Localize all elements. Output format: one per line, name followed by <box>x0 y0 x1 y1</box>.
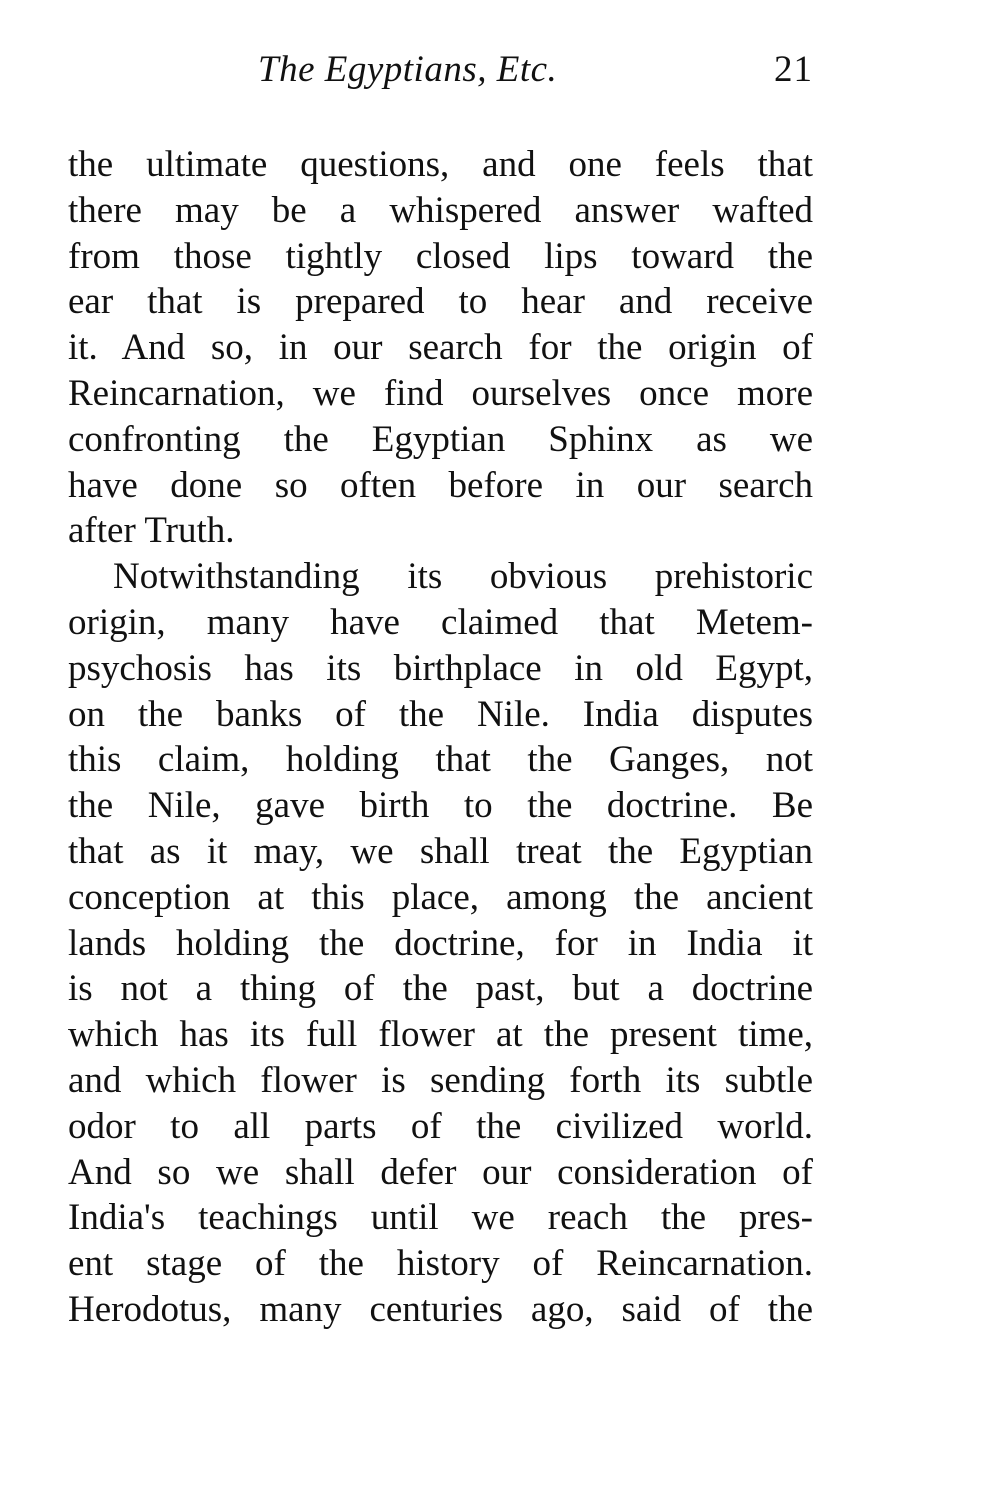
text-line: this claim, holding that the Ganges, not <box>68 739 813 781</box>
text-line: it. And so, in our search for the origin of <box>68 327 813 369</box>
text-line: which has its full flower at the present time, <box>68 1014 813 1056</box>
running-title: The Egyptians, Etc. <box>258 49 558 90</box>
text-line: conception at this place, among the ancient <box>68 876 813 918</box>
text-line: Notwithstanding its obvious prehistoric <box>113 556 813 598</box>
text-line: is not a thing of the past, but a doctrine <box>68 968 813 1010</box>
text-line: that as it may, we shall treat the Egyptian <box>68 830 813 872</box>
text-line: psychosis has its birthplace in old Egypt, <box>68 647 813 689</box>
text-line: ear that is prepared to hear and receive <box>68 281 813 323</box>
body-text <box>68 142 813 1333</box>
text-line: on the banks of the Nile. India disputes <box>68 693 813 735</box>
text-line: the Nile, gave birth to the doctrine. Be <box>68 785 813 827</box>
text-line: from those tightly closed lips toward the <box>68 235 813 277</box>
page-number: 21 <box>774 49 813 90</box>
text-line: lands holding the doctrine, for in India it <box>68 922 813 964</box>
text-line: there may be a whispered answer wafted <box>68 189 813 231</box>
text-line: the ultimate questions, and one feels that <box>68 144 813 185</box>
text-line: after Truth. <box>68 510 235 552</box>
text-line: Herodotus, many centuries ago, said of the <box>68 1288 813 1330</box>
text-line: India's teachings until we reach the pres- <box>68 1197 813 1239</box>
text-line: origin, many have claimed that Metem- <box>68 601 813 643</box>
text-line: ent stage of the history of Reincarnation. <box>68 1243 813 1285</box>
text-line: confronting the Egyptian Sphinx as we <box>68 418 813 460</box>
text-line: and which flower is sending forth its subtle <box>68 1059 813 1101</box>
text-line: Reincarnation, we find ourselves once more <box>68 372 813 414</box>
text-line: have done so often before in our search <box>68 464 813 506</box>
text-line: And so we shall defer our consideration of <box>68 1151 813 1193</box>
text-line: odor to all parts of the civilized world. <box>68 1105 813 1147</box>
page-header <box>68 48 813 98</box>
